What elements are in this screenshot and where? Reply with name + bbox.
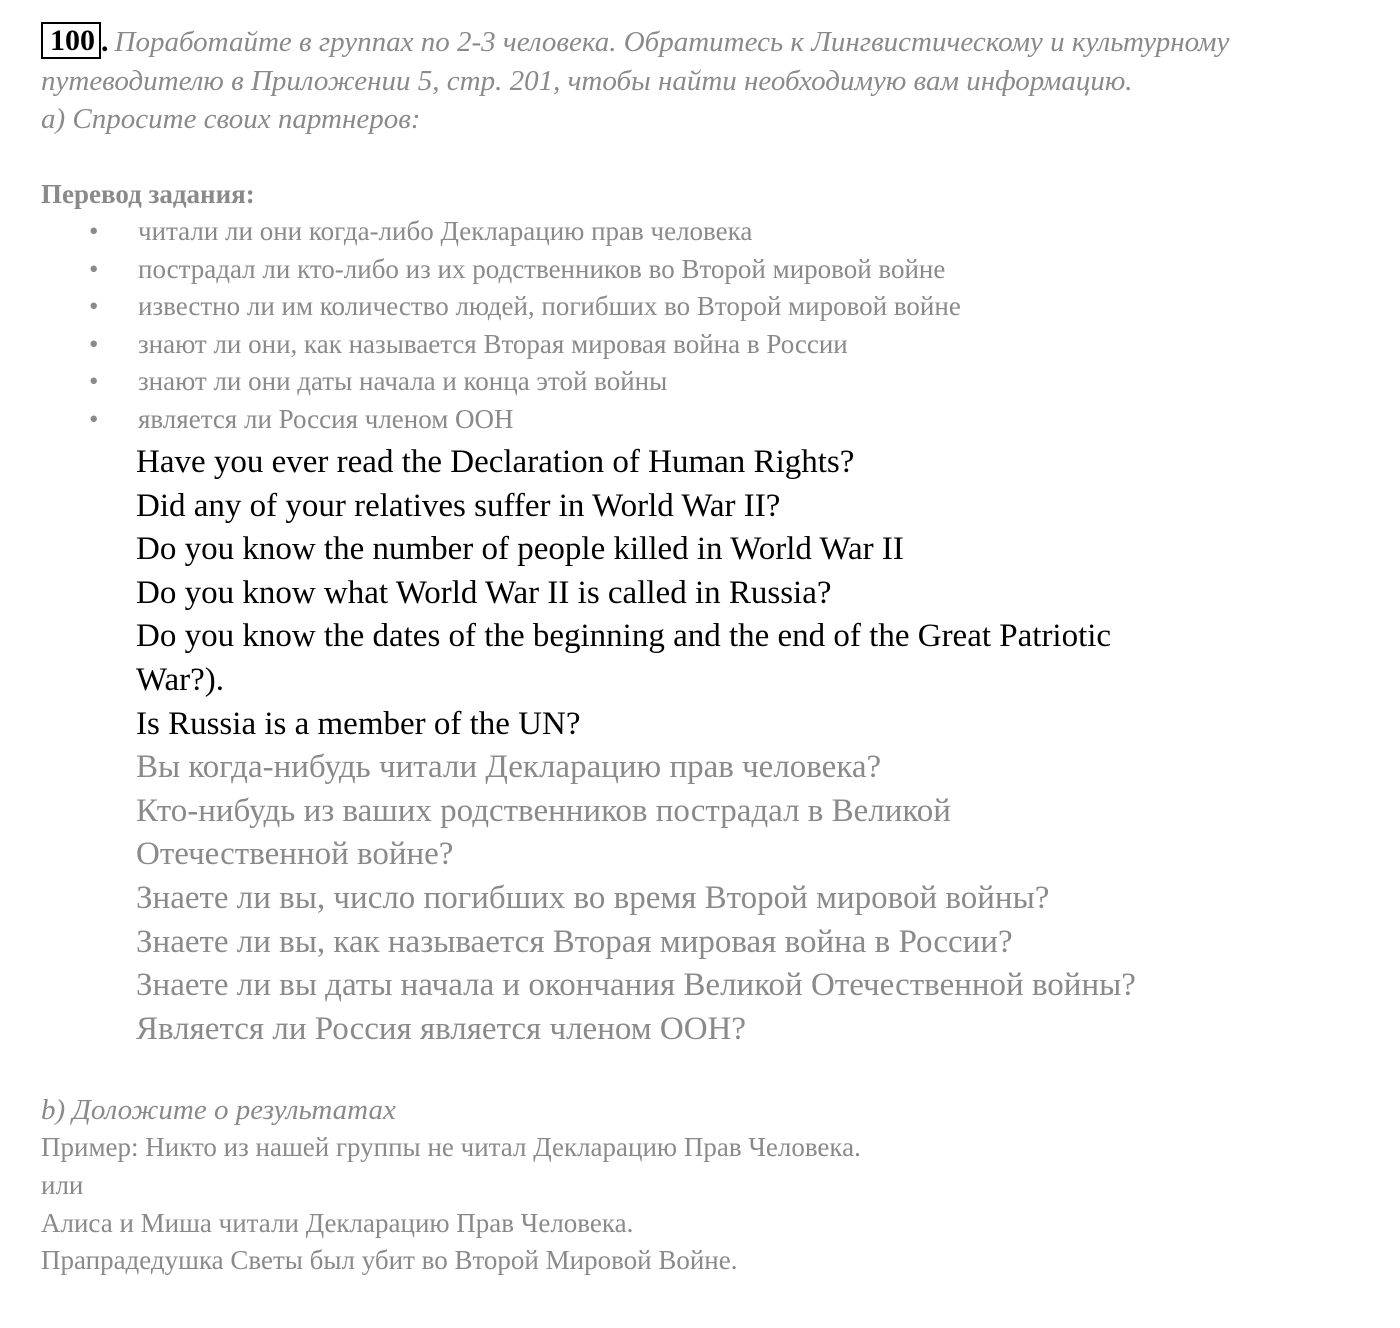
answer-ru-line: Отечественной войне? xyxy=(136,836,454,873)
bullet-text: знают ли они, как называется Вторая мировая война в России xyxy=(138,328,848,359)
bullet-text: является ли Россия членом ООН xyxy=(138,403,514,434)
answer-ru-line: Кто-нибудь из ваших родственников пострадал в Великой xyxy=(136,792,951,829)
answer-ru-line: Знаете ли вы, число погибших во время Второй мировой войны? xyxy=(136,879,1050,916)
translation-bullet-list xyxy=(41,213,1381,438)
answer-ru-line: Знаете ли вы, как называется Вторая мировая война в России? xyxy=(136,923,1013,960)
answer-en-line: Do you know the dates of the beginning and the end of the Great Patriotic xyxy=(136,618,1112,655)
answer-en-line: Have you ever read the Declaration of Human Rights? xyxy=(136,444,855,480)
answer-en-line: Is Russia is a member of the UN? xyxy=(136,705,581,742)
bullet-text: известно ли им количество людей, погибших во Второй мировой войне xyxy=(138,291,961,321)
list-item xyxy=(41,251,1381,289)
answer-ru-line: Знаете ли вы даты начала и окончания Великой Отечественной войны? xyxy=(136,967,1136,1004)
bullet-icon: • xyxy=(89,328,99,359)
list-item xyxy=(41,288,1381,326)
task-number: 100 xyxy=(41,22,101,59)
part-b-line: Пример: Никто из нашей группы не читал Декларацию Прав Человека. xyxy=(41,1132,861,1163)
answer-ru-line: Вы когда-нибудь читали Декларацию прав человека? xyxy=(136,749,882,786)
bullet-text: читали ли они когда-либо Декларацию прав человека xyxy=(138,216,753,246)
part-b-line: Прапрадедушка Светы был убит во Второй Мировой Войне. xyxy=(41,1245,738,1276)
list-item xyxy=(41,401,1381,439)
bullet-icon: • xyxy=(89,366,99,396)
part-b-heading: b) Доложите о результатах xyxy=(41,1094,396,1127)
answer-en-line: Did any of your relatives suffer in World War II? xyxy=(136,487,781,524)
list-item xyxy=(41,213,1381,251)
answer-en-line: Do you know what World War II is called in Russia? xyxy=(136,574,832,611)
answer-en-line: Do you know the number of people killed in World War II xyxy=(136,531,904,568)
answer-ru-line: Является ли Россия является членом ООН? xyxy=(136,1010,747,1047)
part-b-line: или xyxy=(41,1169,84,1200)
bullet-icon: • xyxy=(89,291,99,321)
task-instruction xyxy=(41,22,1381,101)
bullet-text: пострадал ли кто-либо из их родственников во Второй мировой войне xyxy=(138,253,946,284)
exercise-page xyxy=(41,22,1381,1280)
answer-en-line: War?). xyxy=(136,661,225,698)
translation-title: Перевод задания: xyxy=(41,179,255,209)
list-item xyxy=(41,326,1381,364)
part-b-line: Алиса и Миша читали Декларацию Прав Человека. xyxy=(41,1207,634,1238)
bullet-icon: • xyxy=(89,253,99,284)
bullet-text: знают ли они даты начала и конца этой войны xyxy=(138,366,668,396)
list-item xyxy=(41,363,1381,401)
task-instruction-text: Поработайте в группах по 2-3 человека. Обратитесь к Лингвистическому и культурному путеводителю в Приложении 5, стр. 201, чтобы найти необходимую вам информацию. xyxy=(41,26,1230,97)
answers-block xyxy=(136,441,1381,1051)
part-a-heading: а) Спросите своих партнеров: xyxy=(41,103,421,135)
task-number-dot: . xyxy=(101,25,109,58)
bullet-icon: • xyxy=(89,216,99,246)
bullet-icon: • xyxy=(89,403,99,434)
